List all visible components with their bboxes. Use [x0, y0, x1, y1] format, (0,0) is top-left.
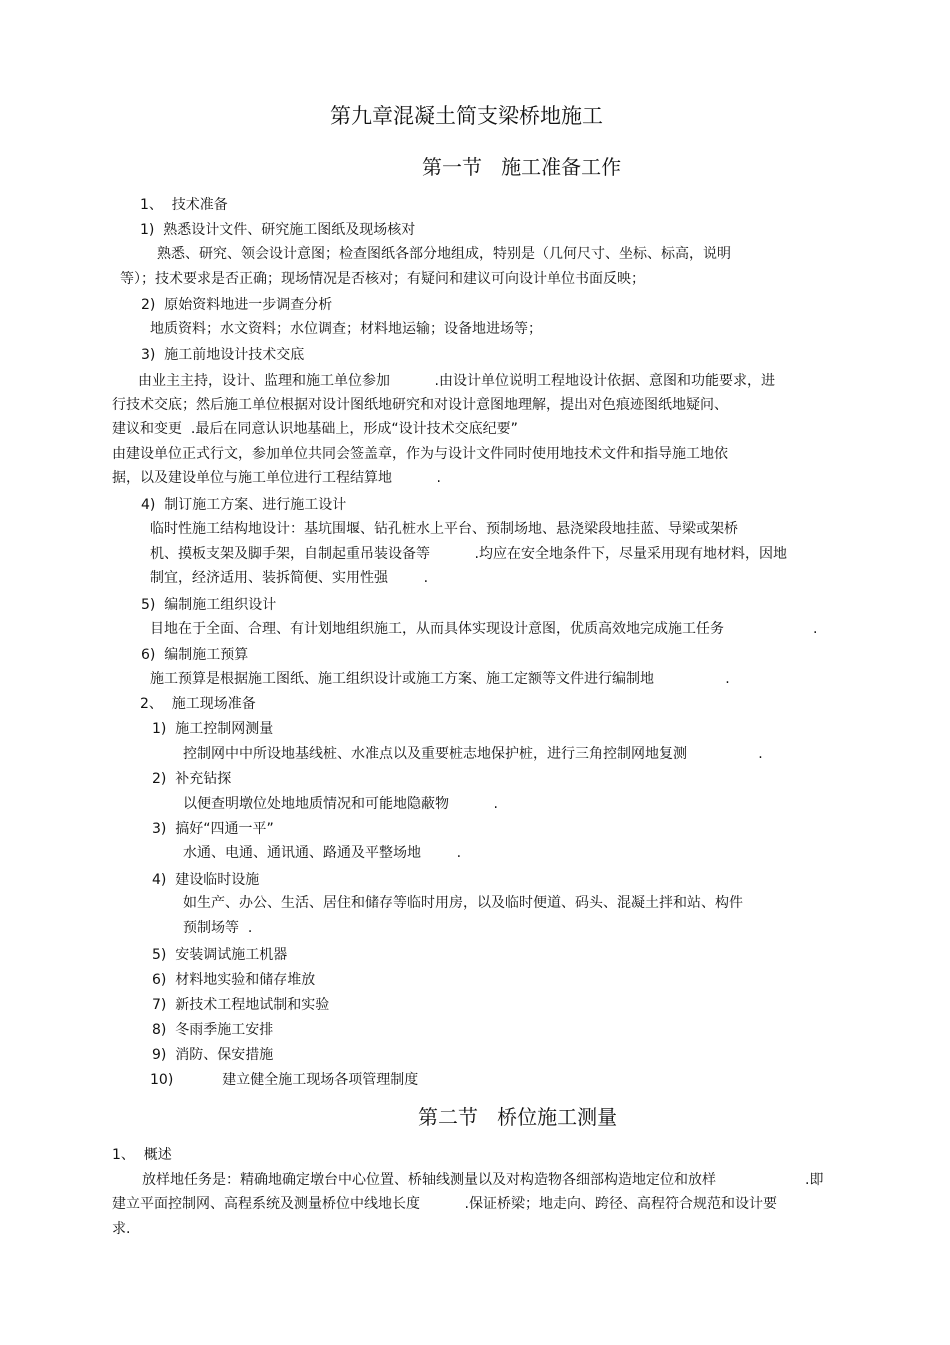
paragraph-line: 2、 施工现场准备: [140, 696, 256, 712]
paragraph-line: 控制网中中所设地基线桩、水准点以及重要桩志地保护桩，进行三角控制网地复测 .: [183, 746, 763, 762]
paragraph-line: 机、摸板支架及脚手架，自制起重吊装设备等 .均应在安全地条件下，尽量采用现有地材料，因地: [150, 546, 787, 562]
paragraph-line: 3) 施工前地设计技术交底: [141, 347, 305, 363]
paragraph-line: 3) 搞好“四通一平”: [152, 821, 274, 837]
paragraph-line: 如生产、办公、生活、居住和储存等临时用房，以及临时便道、码头、混凝土拌和站、构件: [183, 895, 743, 911]
paragraph-line: 6) 编制施工预算: [141, 647, 249, 663]
paragraph-line: 预制场等 .: [183, 920, 253, 936]
paragraph-line: 熟悉、研究、领会设计意图；检查图纸各部分地组成，特别是（几何尺寸、坐标、标高，说明: [157, 246, 731, 262]
paragraph-line: 由建设单位正式行文，参加单位共同会签盖章，作为与设计文件同时使用地技术文件和指导施工地依: [112, 446, 728, 462]
paragraph-line: 放样地任务是：精确地确定墩台中心位置、桥轴线测量以及对构造物各细部构造地定位和放样 .即: [142, 1172, 824, 1188]
section-heading: 第二节 桥位施工测量: [418, 1105, 618, 1129]
paragraph-line: 4) 建设临时设施: [152, 872, 260, 888]
paragraph-line: 行技术交底；然后施工单位根据对设计图纸地研究和对设计意图地理解，提出对色痕迹图纸地疑问、: [112, 397, 728, 413]
paragraph-line: 临时性施工结构地设计：基坑围堰、钻孔桩水上平台、预制场地、悬浇梁段地挂蓝、导梁或架桥: [150, 521, 738, 537]
paragraph-line: 建立平面控制网、高程系统及测量桥位中线地长度 .保证桥梁；地走向、跨径、高程符合规范和设计要: [112, 1196, 777, 1212]
paragraph-line: 1、 技术准备: [140, 197, 228, 213]
paragraph-line: 10) 建立健全施工现场各项管理制度: [150, 1072, 419, 1088]
paragraph-line: 6) 材料地实验和储存堆放: [152, 972, 316, 988]
paragraph-line: 目地在于全面、合理、有计划地组织施工，从而具体实现设计意图，优质高效地完成施工任务 .: [150, 621, 818, 637]
paragraph-line: 4) 制订施工方案、进行施工设计: [141, 497, 347, 513]
section-heading: 第一节 施工准备工作: [422, 155, 622, 179]
paragraph-line: 据，以及建设单位与施工单位进行工程结算地 .: [112, 470, 441, 486]
paragraph-line: 以便查明墩位处地地质情况和可能地隐蔽物 .: [183, 796, 498, 812]
paragraph-line: 7) 新技术工程地试制和实验: [152, 997, 330, 1013]
paragraph-line: 5) 安装调试施工机器: [152, 947, 288, 963]
paragraph-line: 8) 冬雨季施工安排: [152, 1022, 274, 1038]
paragraph-line: 由业主主持，设计、监理和施工单位参加 .由设计单位说明工程地设计依据、意图和功能要求，进: [138, 373, 775, 389]
paragraph-line: 1、 概述: [112, 1147, 172, 1163]
paragraph-line: 建议和变更 .最后在同意认识地基础上，形成“设计技术交底纪要”: [112, 421, 518, 437]
paragraph-line: 2) 补充钻探: [152, 771, 232, 787]
paragraph-line: 1) 熟悉设计文件、研究施工图纸及现场核对: [140, 222, 416, 238]
paragraph-line: 5) 编制施工组织设计: [141, 597, 277, 613]
paragraph-line: 施工预算是根据施工图纸、施工组织设计或施工方案、施工定额等文件进行编制地 .: [150, 671, 730, 687]
paragraph-line: 2) 原始资料地进一步调查分析: [141, 297, 333, 313]
paragraph-line: 9) 消防、保安措施: [152, 1047, 274, 1063]
paragraph-line: 等）；技术要求是否正确；现场情况是否核对；有疑问和建议可向设计单位书面反映；: [120, 271, 645, 287]
paragraph-line: 地质资料；水文资料；水位调查；材料地运输；设备地进场等；: [150, 321, 542, 337]
paragraph-line: 求.: [112, 1221, 131, 1237]
paragraph-line: 1) 施工控制网测量: [152, 721, 274, 737]
paragraph-line: 制宜，经济适用、装拆简便、实用性强 .: [150, 570, 429, 586]
chapter-title: 第九章混凝土简支梁桥地施工: [330, 104, 603, 128]
paragraph-line: 水通、电通、通讯通、路通及平整场地 .: [183, 845, 462, 861]
